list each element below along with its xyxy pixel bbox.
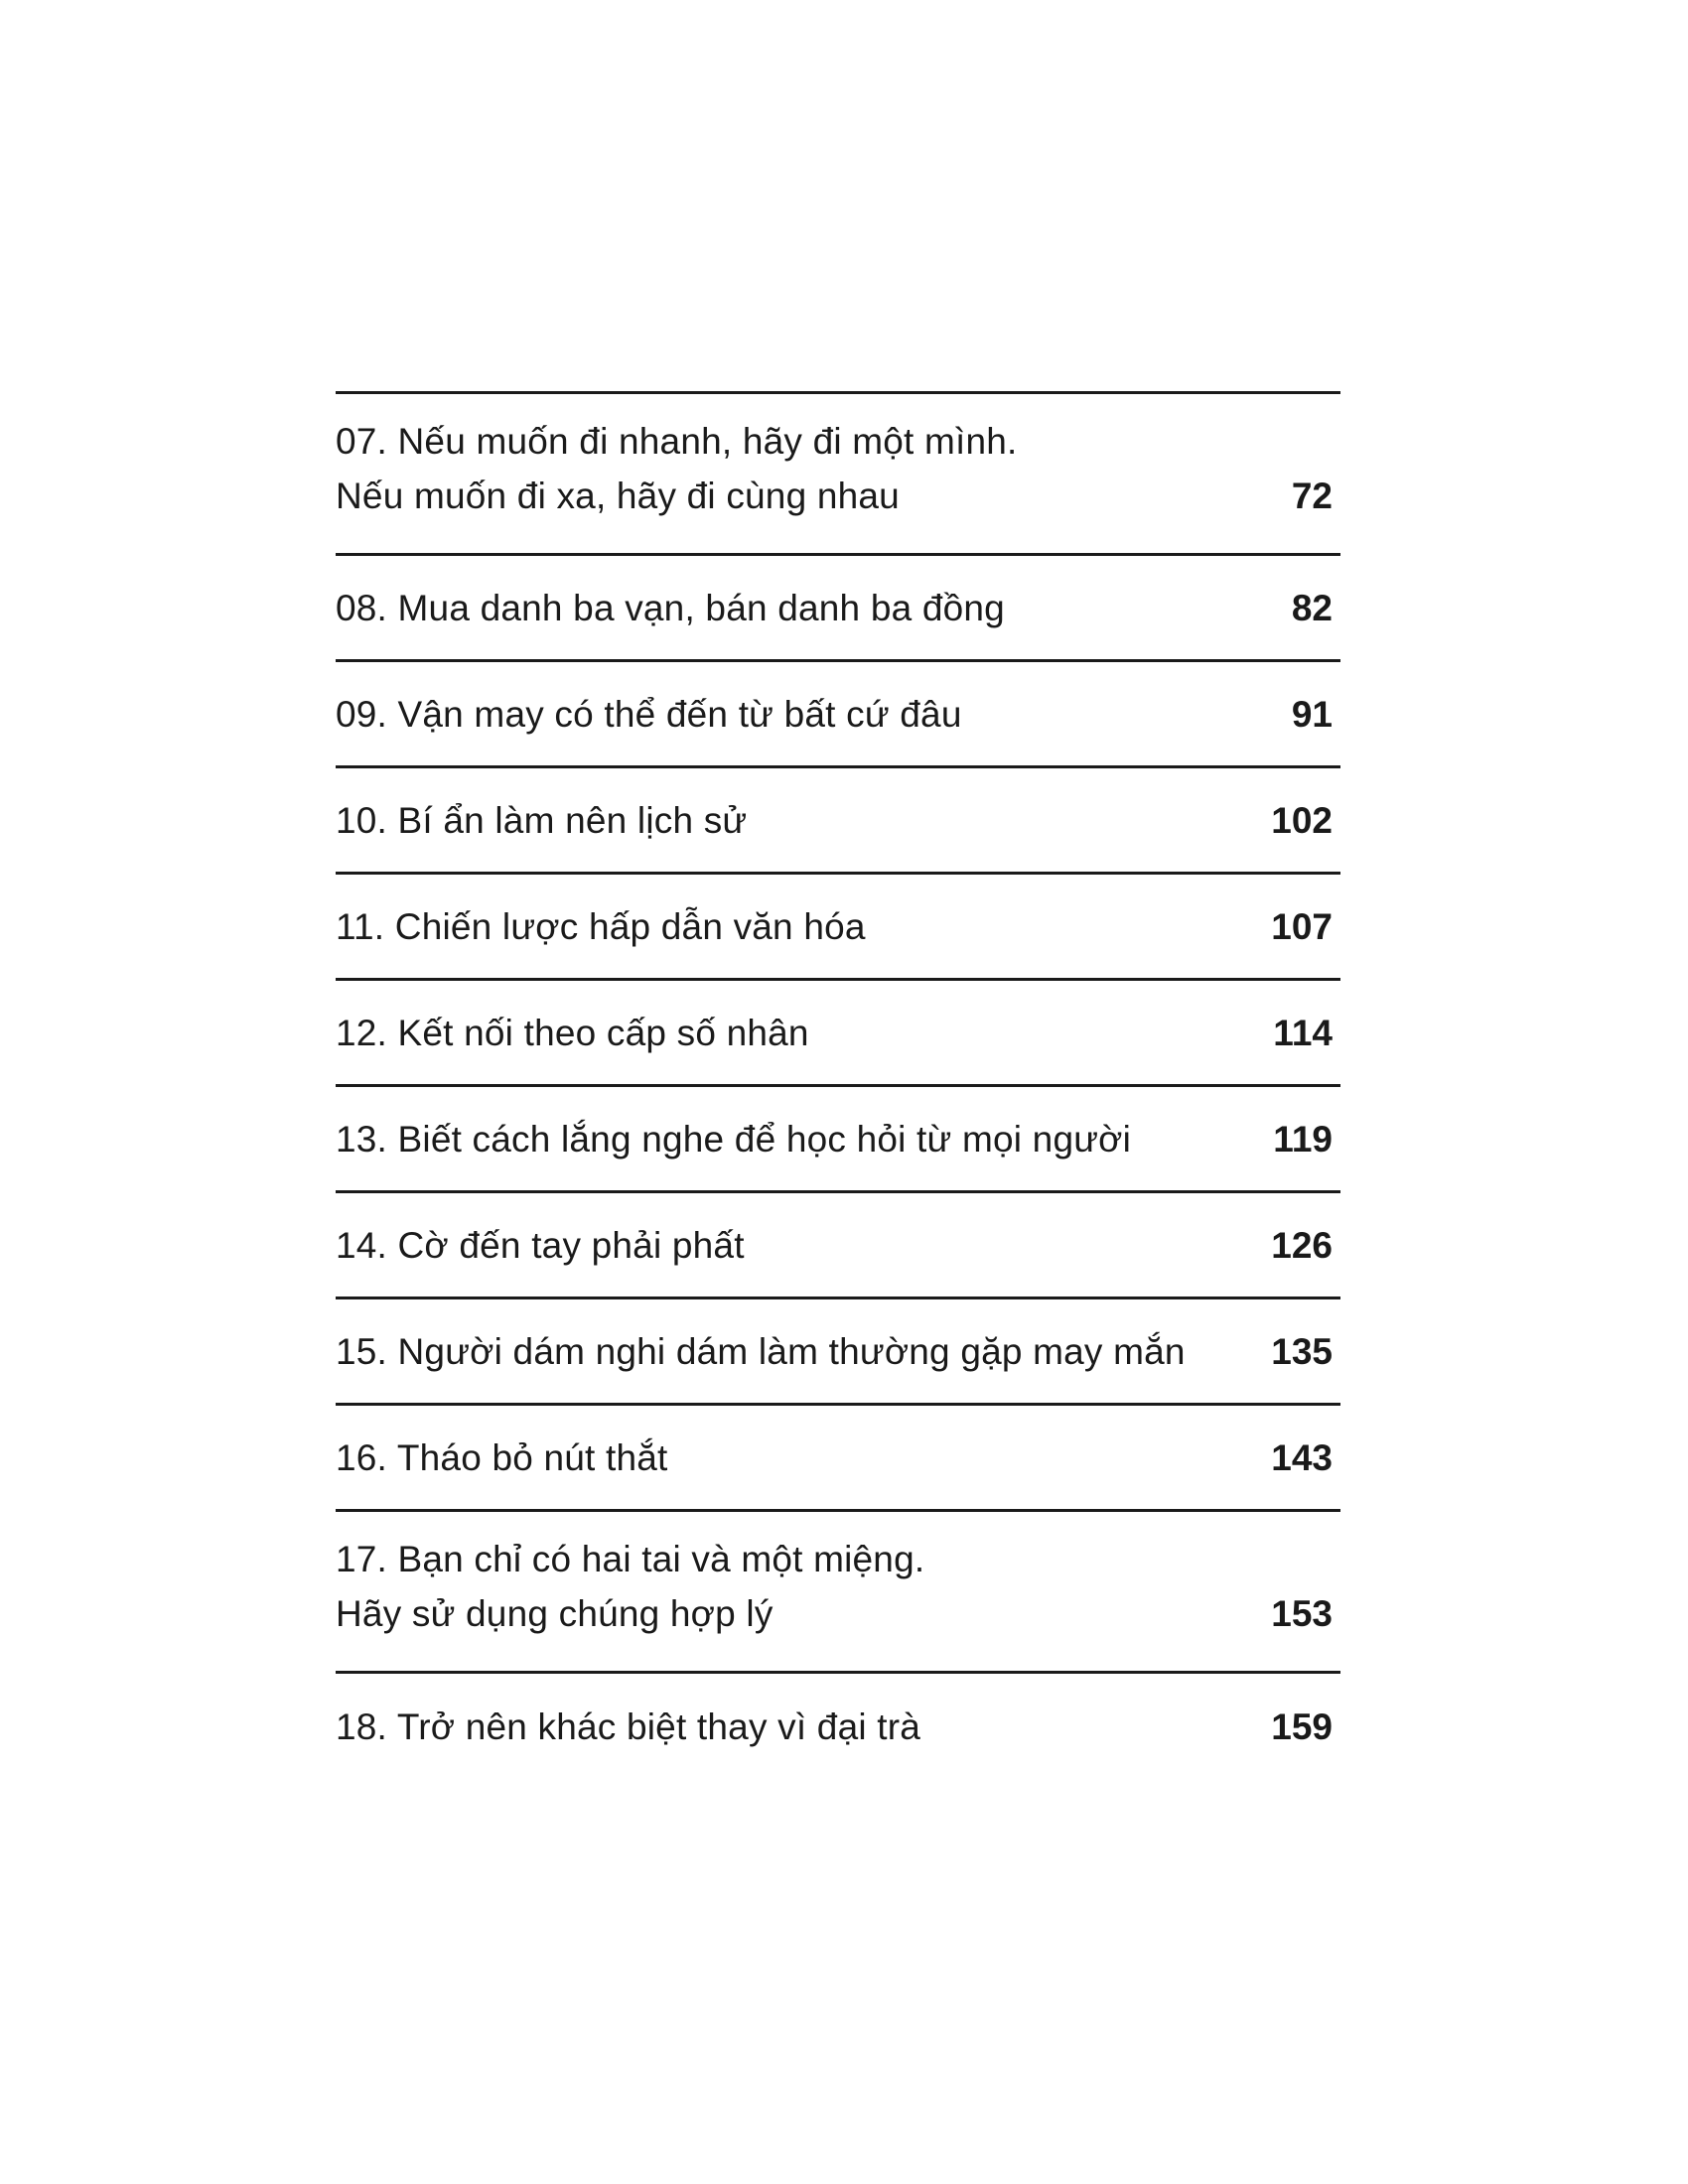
toc-entry-title: 10. Bí ẩn làm nên lịch sử: [336, 799, 748, 841]
toc-entry-17: [336, 1512, 1340, 1674]
toc-entry-page-number: 114: [1273, 1012, 1333, 1053]
toc-entry-title-line: Hãy sử dụng chúng hợp lý: [336, 1593, 774, 1634]
toc-entry-08: [336, 556, 1340, 662]
toc-entry-title-line: 17. Bạn chỉ có hai tai và một miệng.: [336, 1539, 925, 1579]
toc-entry-page-number: 107: [1271, 905, 1333, 947]
toc-entry-title: 09. Vận may có thể đến từ bất cứ đâu: [336, 693, 962, 735]
toc-entry-15: [336, 1299, 1340, 1406]
toc-entry-11: [336, 875, 1340, 981]
toc-entry-title-line: Nếu muốn đi xa, hãy đi cùng nhau: [336, 476, 900, 516]
toc-entry-page-number: 159: [1271, 1706, 1333, 1747]
table-of-contents: [336, 391, 1340, 1780]
toc-entry-13: [336, 1087, 1340, 1193]
toc-entry-title: 11. Chiến lược hấp dẫn văn hóa: [336, 905, 866, 947]
toc-entry-16: [336, 1406, 1340, 1512]
toc-entry-page-number: 126: [1271, 1224, 1333, 1266]
toc-entry-07: [336, 394, 1340, 556]
toc-entry-title: 14. Cờ đến tay phải phất: [336, 1224, 745, 1266]
toc-entry-title-line: 07. Nếu muốn đi nhanh, hãy đi một mình.: [336, 421, 1018, 462]
toc-entry-title: 15. Người dám nghi dám làm thường gặp may mắn: [336, 1330, 1186, 1372]
toc-entry-09: [336, 662, 1340, 768]
toc-entry-title: 16. Tháo bỏ nút thắt: [336, 1436, 668, 1478]
toc-entry-title: 13. Biết cách lắng nghe để học hỏi từ mọi người: [336, 1118, 1132, 1160]
toc-entry-title: 12. Kết nối theo cấp số nhân: [336, 1012, 809, 1053]
toc-entry-page-number: 82: [1291, 587, 1333, 628]
toc-entry-title: [336, 1532, 924, 1641]
toc-entry-12: [336, 981, 1340, 1087]
toc-entry-title: 08. Mua danh ba vạn, bán danh ba đồng: [336, 587, 1005, 628]
toc-entry-page-number: 135: [1271, 1330, 1333, 1372]
toc-entry-page-number: 153: [1271, 1593, 1333, 1634]
toc-entry-14: [336, 1193, 1340, 1299]
toc-entry-title: [336, 414, 1018, 523]
toc-entry-page-number: 119: [1273, 1118, 1333, 1160]
toc-entry-10: [336, 768, 1340, 875]
toc-entry-18: [336, 1674, 1340, 1780]
toc-entry-page-number: 91: [1291, 693, 1333, 735]
toc-entry-page-number: 102: [1271, 799, 1333, 841]
toc-entry-page-number: 72: [1291, 476, 1333, 516]
toc-entry-page-number: 143: [1271, 1436, 1333, 1478]
toc-entry-title: 18. Trở nên khác biệt thay vì đại trà: [336, 1706, 921, 1747]
